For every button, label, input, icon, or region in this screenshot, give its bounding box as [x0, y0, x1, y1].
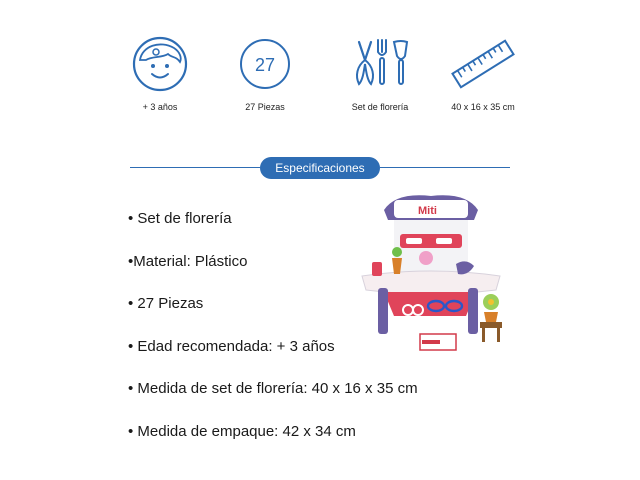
- feature-age-label: + 3 años: [142, 102, 178, 112]
- features-row: [0, 36, 640, 136]
- garden-tools-icon: [345, 36, 415, 92]
- feature-pieces-label: 27 Piezas: [245, 102, 285, 112]
- brand-logo: Miti: [418, 205, 437, 217]
- feature-set: [320, 36, 440, 112]
- section-divider-left: [130, 167, 260, 168]
- feature-size: [423, 36, 543, 112]
- section-title: Especificaciones: [260, 157, 380, 179]
- spec-item: • Edad recomendada: + 3 años: [128, 337, 335, 355]
- feature-age: [100, 36, 220, 112]
- feature-pieces: [205, 36, 325, 112]
- child-face-icon: [132, 36, 188, 92]
- flower-shop-toy-illustration: [356, 188, 506, 358]
- product-image: [356, 188, 506, 358]
- feature-size-label: 40 x 16 x 35 cm: [451, 102, 515, 112]
- feature-set-label: Set de florería: [351, 102, 409, 112]
- spec-item: •Material: Plástico: [128, 252, 248, 270]
- spec-item: • Medida de set de florería: 40 x 16 x 35 cm: [128, 380, 418, 397]
- pieces-count-number: 27: [254, 55, 276, 75]
- ruler-icon: [448, 36, 518, 92]
- pieces-count-icon: [237, 36, 293, 92]
- spec-item: • Set de florería: [128, 210, 232, 227]
- spec-item: • Medida de empaque: 42 x 34 cm: [128, 422, 356, 440]
- spec-item: • 27 Piezas: [128, 295, 204, 312]
- section-divider-right: [380, 167, 510, 168]
